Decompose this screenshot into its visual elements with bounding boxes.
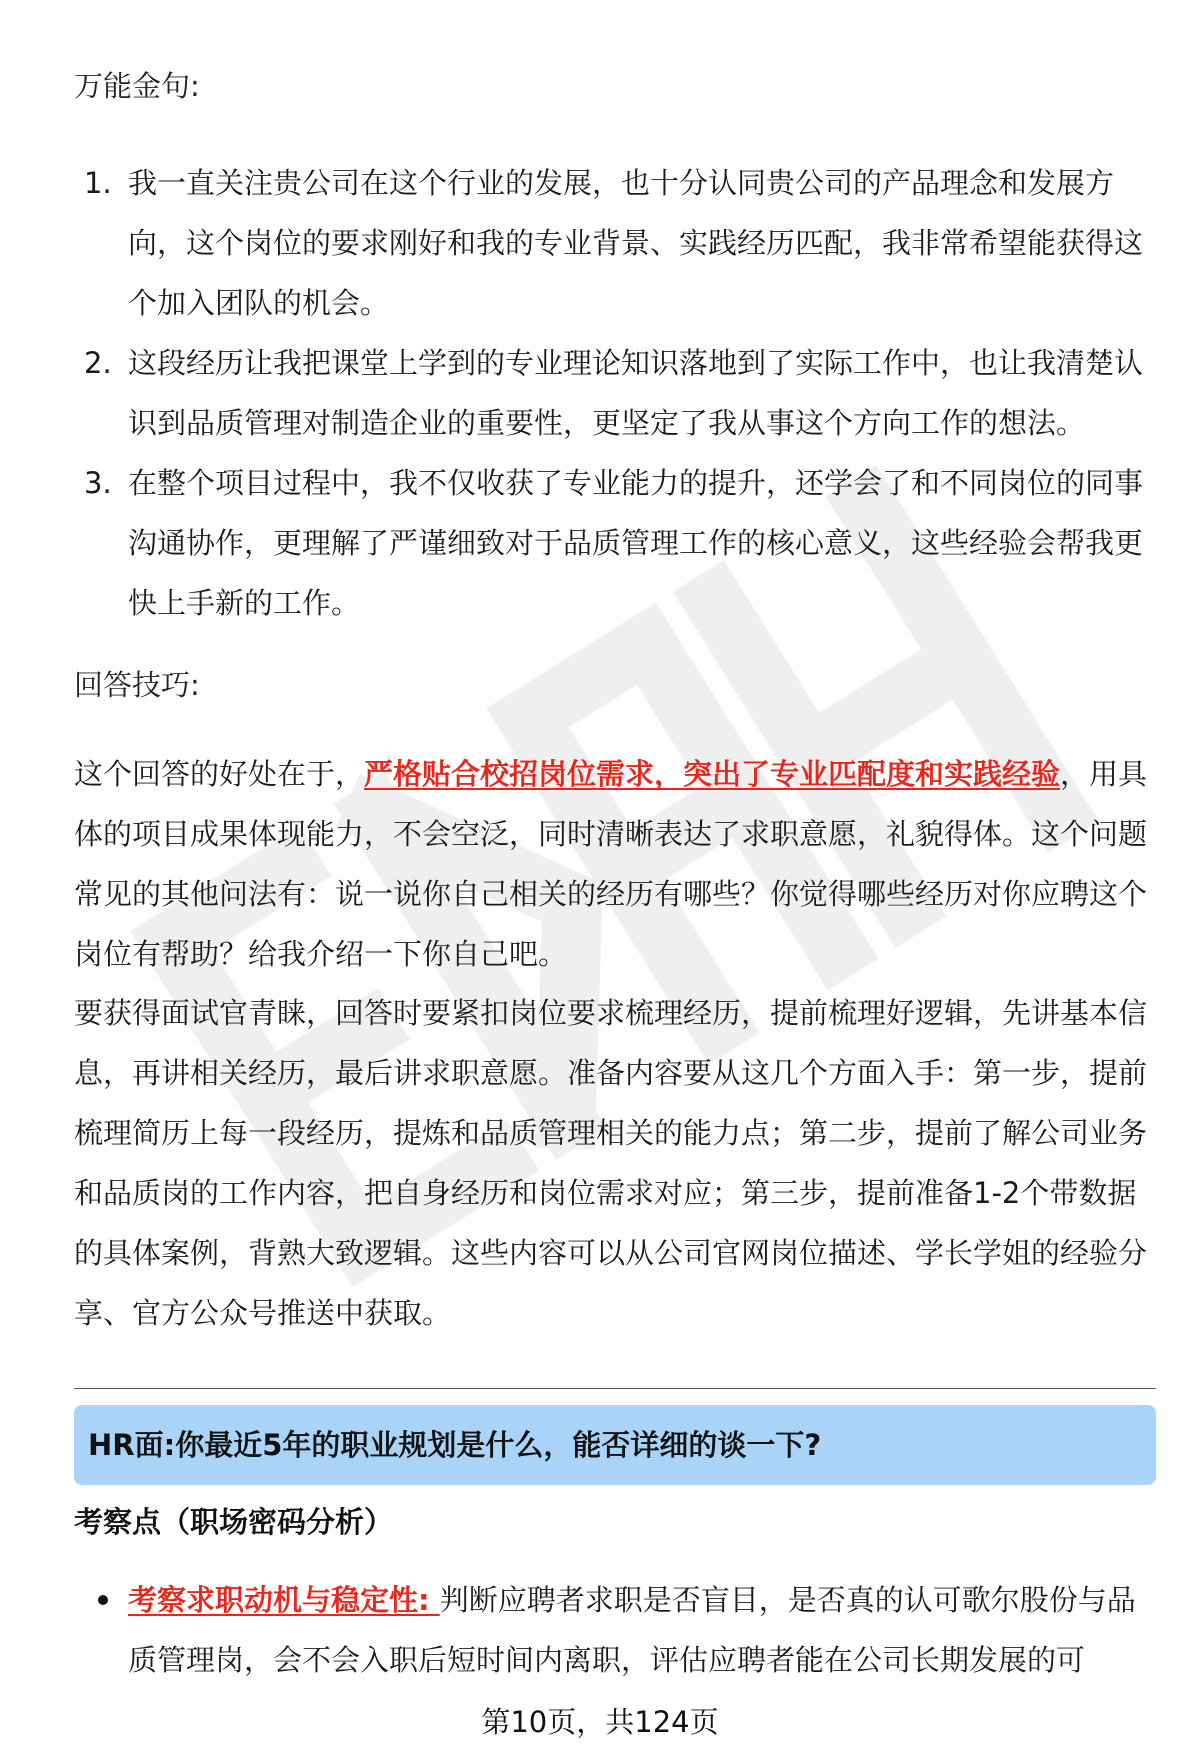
assessment-subheading: 考察点（职场密码分析）: [74, 1505, 394, 1539]
list-item: [74, 333, 1144, 453]
list-item-text: 我一直关注贵公司在这个行业的发展，也十分认同贵公司的产品理念和发展方向，这个岗位的要求刚好和我的专业背景、实践经历匹配，我非常希望能获得这个加入团队的机会。: [128, 166, 1144, 320]
tips-suffix: ，用具体的项目成果体现能力，不会空泛，同时清晰表达了求职意愿，礼貌得体。这个问题常见的其他问法有：说一说你自己相关的经历有哪些？你觉得哪些经历对你应聘这个岗位有帮助？给我介绍一下你自己吧。: [74, 757, 1148, 971]
bullet-text: 判断应聘者求职是否盲目，是否真的认可歌尔股份与品质管理岗，会不会入职后短时间内离职，评估应聘者能在公司长期发展的可: [128, 1583, 1136, 1677]
section-divider: [74, 1388, 1156, 1389]
answer-tips-heading: 回答技巧:: [74, 668, 200, 702]
prep-paragraph: 要获得面试官青睐，回答时要紧扣岗位要求梳理经历，提前梳理好逻辑，先讲基本信息，再讲相关经历，最后讲求职意愿。准备内容要从这几个方面入手：第一步，提前梳理简历上每一段经历，提炼和品质管理相关的能力点；第二步，提前了解公司业务和品质岗的工作内容，把自身经历和岗位需求对应；第三步，提前准备1-2个带数据的具体案例，背熟大致逻辑。这些内容可以从公司官网岗位描述、学长学姐的经验分享、官方公众号推送中获取。: [74, 996, 1148, 1330]
golden-sentences-list: [74, 153, 1144, 633]
golden-sentences-heading: 万能金句:: [74, 69, 200, 103]
tips-prefix: 这个回答的好处在于，: [74, 757, 365, 791]
question-box: [74, 1405, 1156, 1485]
bullet-dot-icon: [98, 1595, 108, 1605]
list-item-text: 在整个项目过程中，我不仅收获了专业能力的提升，还学会了和不同岗位的同事沟通协作，更理解了严谨细致对于品质管理工作的核心意义，这些经验会帮我更快上手新的工作。: [128, 466, 1144, 620]
list-number: 3.: [84, 466, 112, 500]
list-item-text: 这段经历让我把课堂上学到的专业理论知识落地到了实际工作中，也让我清楚认识到品质管理对制造企业的重要性，更坚定了我从事这个方向工作的想法。: [128, 346, 1144, 440]
tips-paragraph: [74, 744, 1149, 984]
question-title: HR面:你最近5年的职业规划是什么，能否详细的谈一下?: [88, 1428, 822, 1462]
list-number: 2.: [84, 346, 112, 380]
page-footer: 第10页，共124页: [481, 1705, 719, 1739]
list-item: [74, 153, 1144, 333]
bullet-highlight: 考察求职动机与稳定性:: [128, 1583, 440, 1617]
list-item: [74, 1570, 1156, 1690]
assessment-bullets: [74, 1570, 1156, 1690]
list-number: 1.: [84, 166, 112, 200]
list-item: [74, 453, 1144, 633]
tips-highlight: 严格贴合校招岗位需求，突出了专业匹配度和实践经验: [364, 757, 1061, 791]
